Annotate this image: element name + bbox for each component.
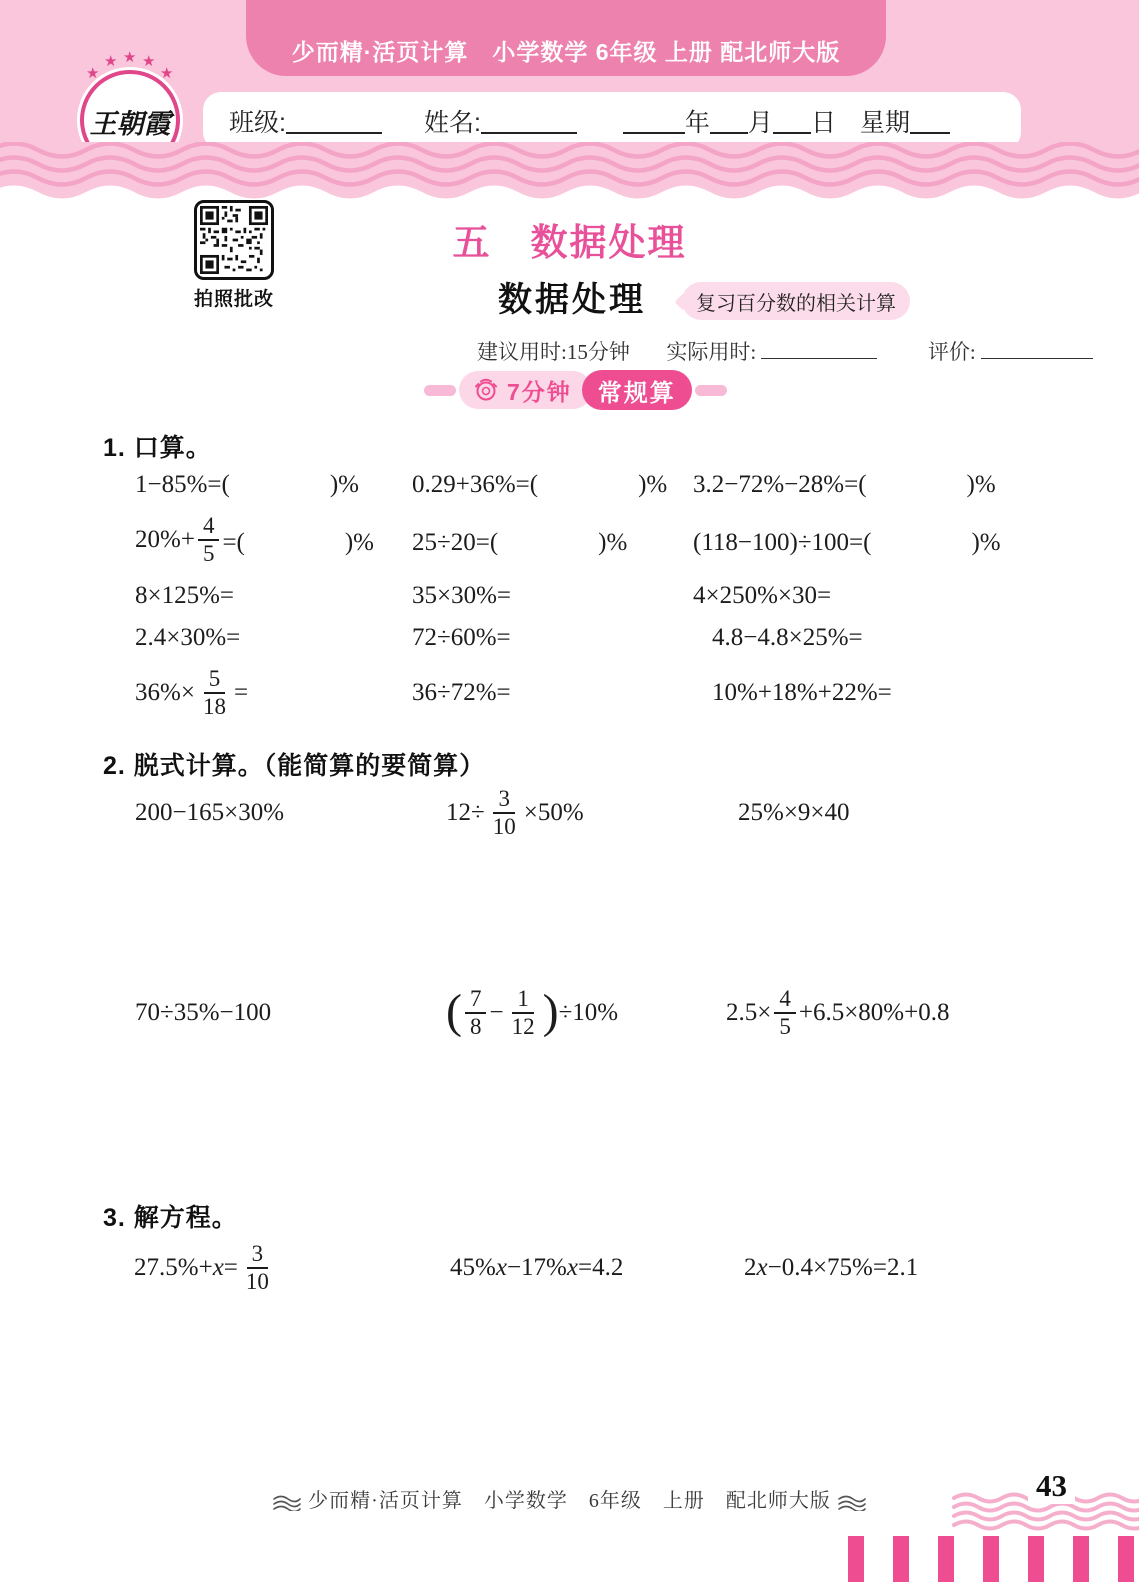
logo-name: 王朝霞 — [89, 109, 171, 140]
badge-minutes: 7分钟 — [507, 378, 572, 405]
triple-wave-icon — [272, 1495, 302, 1511]
deco-bar — [1073, 1536, 1089, 1582]
actual-time-label: 实际用时: — [666, 340, 757, 364]
expression: 36%× $\frac{5}{18}$ = — [135, 666, 249, 719]
year-label: 年 — [684, 109, 710, 137]
star-icon: ★ — [104, 53, 118, 70]
deco-bar — [1118, 1536, 1134, 1582]
p2-row1 — [0, 776, 1139, 850]
triple-wave-icon — [837, 1495, 867, 1511]
month-label: 月 — [747, 109, 773, 137]
expression: 72÷60%= — [412, 624, 511, 651]
expression: 35×30%= — [412, 582, 512, 609]
problem-1-title: 1. 口算。 — [103, 434, 212, 462]
suggested-time: 建议用时:15分钟 — [477, 340, 630, 364]
expression: (118−100)÷100=( )% — [693, 529, 1001, 556]
review-bubble — [682, 282, 910, 320]
expression: 12÷ $\frac{3}{10}$ ×50% — [446, 786, 584, 839]
expression: ( $\frac{7}{8}$ − $\frac{1}{12}$ ) ÷10% — [446, 985, 619, 1039]
day-label: 日 — [810, 109, 836, 137]
timing-row — [477, 336, 1093, 366]
footer-text: 少而精·活页计算 小学数学 6年级 上册 配北师大版 — [308, 1490, 831, 1512]
expression: 0.29+36%=( )% — [412, 471, 668, 498]
lesson-title: 数据处理 — [498, 281, 646, 319]
expression: 27.5%+ x = $\frac{3}{10}$ — [134, 1241, 269, 1294]
expression: 2.5× $\frac{4}{5}$ +6.5×80%+0.8 — [726, 986, 950, 1039]
deco-bar — [848, 1536, 864, 1582]
expression: 2 x −0.4×75%=2.1 — [744, 1254, 919, 1281]
deco-bars — [848, 1536, 1134, 1582]
badge-label: 常规算 — [582, 370, 692, 410]
expression: 4.8−4.8×25%= — [712, 624, 863, 651]
class-blank — [286, 108, 382, 134]
wave-border — [0, 142, 1139, 204]
badge-connector-left — [424, 385, 456, 396]
expression: 2.4×30%= — [135, 624, 241, 651]
rating-blank — [981, 339, 1093, 359]
p2-row2 — [0, 976, 1139, 1050]
qr-caption: 拍照批改 — [193, 289, 274, 310]
p1-row1 — [0, 466, 1139, 498]
page-number: 43 — [1028, 1468, 1075, 1504]
week-blank — [910, 108, 950, 134]
expression: 1−85%=( )% — [135, 471, 359, 498]
brand-banner — [246, 0, 886, 76]
problem-3-title: 3. 解方程。 — [103, 1204, 238, 1232]
section-badge — [424, 370, 727, 410]
star-icon: ★ — [123, 49, 137, 66]
deco-bar — [893, 1536, 909, 1582]
expression: 25%×9×40 — [738, 799, 850, 826]
name-label: 姓名: — [423, 109, 481, 137]
week-label: 星期 — [859, 109, 910, 137]
month-blank — [710, 108, 748, 134]
star-icon: ★ — [160, 65, 174, 82]
rating-label: 评价: — [927, 340, 976, 364]
expression: 200−165×30% — [135, 799, 285, 826]
star-icon: ★ — [86, 65, 100, 82]
expression: 10%+18%+22%= — [712, 679, 892, 706]
review-bubble-text: 复习百分数的相关计算 — [696, 292, 896, 315]
expression: 45% x −17% x =4.2 — [450, 1254, 624, 1281]
star-icon: ★ — [142, 53, 156, 70]
expression: 36÷72%= — [412, 679, 511, 706]
actual-time-blank — [761, 339, 877, 359]
expression: 8×125%= — [135, 582, 235, 609]
deco-bar — [983, 1536, 999, 1582]
p1-row5 — [0, 656, 1139, 730]
alarm-clock-icon — [473, 377, 499, 403]
badge-connector-right — [695, 385, 727, 396]
time-pill — [459, 371, 592, 409]
year-blank — [623, 108, 685, 134]
class-label: 班级: — [229, 109, 286, 137]
expression: 4×250%×30= — [693, 582, 832, 609]
unit-title: 五 数据处理 — [452, 222, 687, 263]
p1-row3 — [0, 580, 1139, 612]
expression: 20%+ $\frac{4}{5}$ =( )% — [135, 513, 375, 566]
p3-row1 — [0, 1231, 1139, 1305]
day-blank — [773, 108, 811, 134]
expression: 25÷20=( )% — [412, 529, 628, 556]
deco-bar — [938, 1536, 954, 1582]
name-blank — [481, 108, 577, 134]
bubble-tail — [675, 294, 692, 311]
expression: 70÷35%−100 — [135, 999, 272, 1026]
deco-bar — [1028, 1536, 1044, 1582]
problem-2-title: 2. 脱式计算。（能简算的要简算） — [103, 752, 486, 780]
p1-row2 — [0, 504, 1139, 576]
p1-row4 — [0, 622, 1139, 654]
expression: 3.2−72%−28%=( )% — [693, 471, 996, 498]
brand-banner-text: 少而精·活页计算 小学数学 6年级 上册 配北师大版 — [291, 39, 841, 65]
